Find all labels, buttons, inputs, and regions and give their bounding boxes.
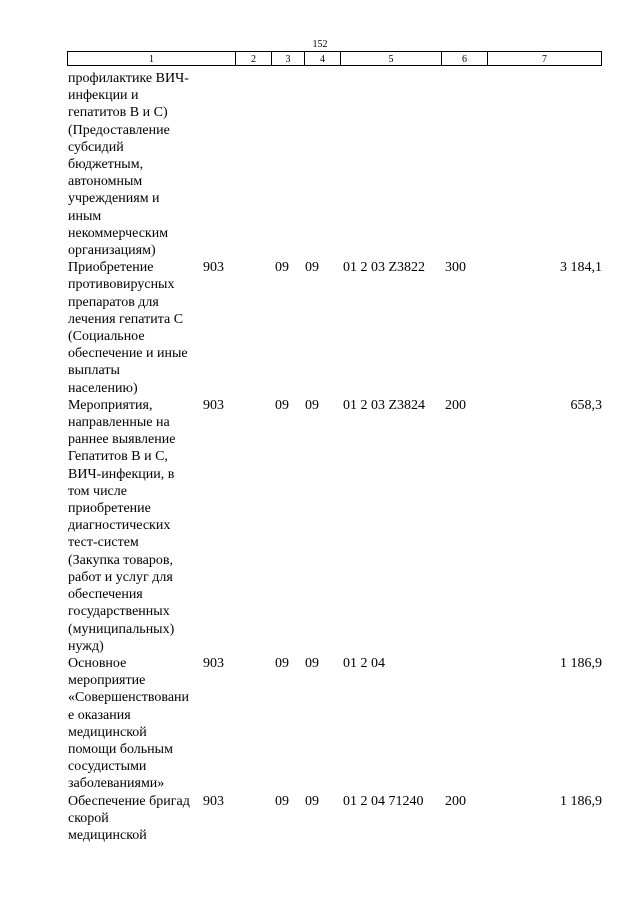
row-ministry-code: 903 xyxy=(203,397,224,413)
row-ministry-code: 903 xyxy=(203,260,224,276)
row-expense-type: 200 xyxy=(445,397,466,413)
table-body xyxy=(0,70,640,844)
row-amount: 658,3 xyxy=(570,397,602,413)
row-section-code: 09 xyxy=(275,260,289,276)
row-target-article: 01 2 03 Z3824 xyxy=(343,397,426,413)
column-header-1: 1 xyxy=(67,51,236,66)
row-name: Основное мероприятие «Совершенствовани е оказания медицинской помощи больным сосудистыми заболеваниями» xyxy=(68,655,190,792)
row-target-article: 01 2 03 Z3822 xyxy=(343,260,426,276)
row-section-code: 09 xyxy=(275,397,289,413)
table-row xyxy=(0,259,640,397)
column-header-2: 2 xyxy=(236,51,272,66)
row-name: Приобретение противовирусных препаратов для лечения гепатита С (Социальное обеспечение и иные выплаты населению) xyxy=(68,260,188,396)
row-name: профилактике ВИЧ- инфекции и гепатитов В и С) (Предоставление субсидий бюджетным, автономным учреждениям и иным некоммерческим организациям) xyxy=(68,71,189,259)
row-amount: 1 186,9 xyxy=(560,793,602,809)
row-subsection-code: 09 xyxy=(305,655,319,671)
row-subsection-code: 09 xyxy=(305,260,319,276)
table-row xyxy=(0,397,640,655)
row-name: Обеспечение бригад скорой медицинской xyxy=(68,793,190,843)
column-header-4: 4 xyxy=(305,51,341,66)
row-expense-type: 300 xyxy=(445,260,466,276)
row-amount: 1 186,9 xyxy=(560,655,602,671)
row-name: Мероприятия, направленные на раннее выявление Гепатитов В и С, ВИЧ-инфекции, в том числе приобретение диагностических тест-систем (Закупка товаров, работ и услуг для обеспечения государственных (муниципальных) нужд) xyxy=(68,397,176,654)
page-number: 152 xyxy=(312,39,328,50)
row-ministry-code: 903 xyxy=(203,793,224,809)
column-header-5: 5 xyxy=(341,51,442,66)
table-row xyxy=(0,655,640,793)
column-header-3: 3 xyxy=(272,51,305,66)
table-row xyxy=(0,70,640,259)
column-header-7: 7 xyxy=(488,51,602,66)
column-header-6: 6 xyxy=(442,51,488,66)
row-amount: 3 184,1 xyxy=(560,260,602,276)
table-header xyxy=(67,51,602,67)
table-row xyxy=(0,793,640,845)
row-section-code: 09 xyxy=(275,655,289,671)
row-ministry-code: 903 xyxy=(203,655,224,671)
row-target-article: 01 2 04 71240 xyxy=(343,793,424,809)
row-target-article: 01 2 04 xyxy=(343,655,385,671)
row-subsection-code: 09 xyxy=(305,793,319,809)
row-expense-type: 200 xyxy=(445,793,466,809)
row-section-code: 09 xyxy=(275,793,289,809)
row-subsection-code: 09 xyxy=(305,397,319,413)
